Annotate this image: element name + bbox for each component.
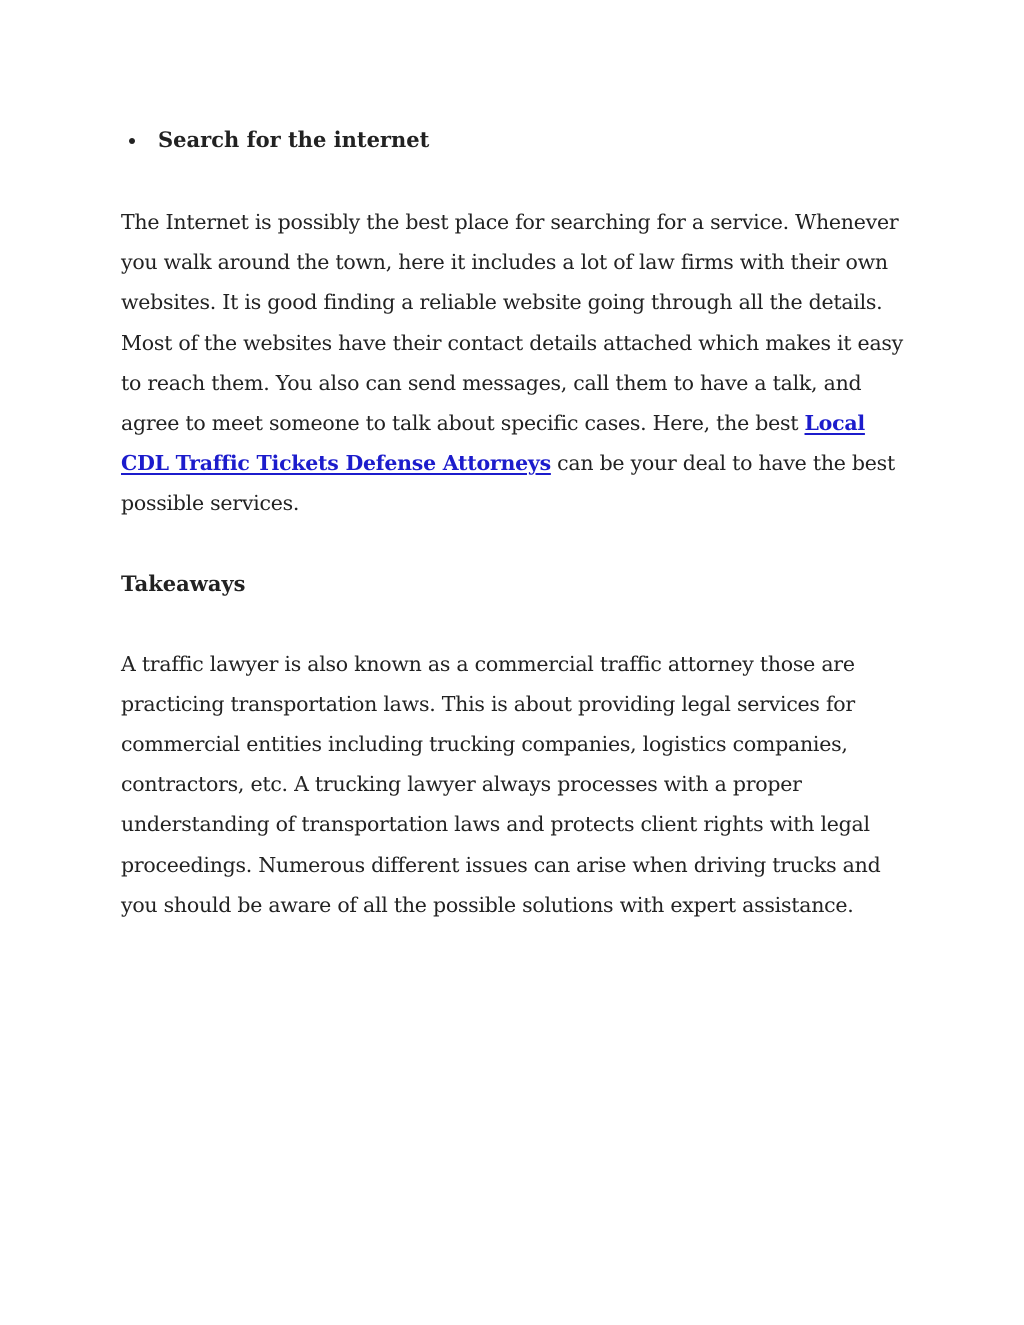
paragraph-text-after-link: can be your deal to have the best possible services. [121,451,895,516]
bullet-item-search [121,120,911,160]
paragraph-internet-search [121,202,911,524]
paragraph-text-before-link: The Internet is possibly the best place for searching for a service. Whenever you walk around the town, here it includes a lot of law firms with their own websites. It is good finding a reliable website going through all the details. Most of the websites have their contact details attached which makes it easy to reach them. You also can send messages, call them to have a talk, and agree to meet someone to talk about specific cases. Here, the best [121,210,904,436]
bullet-dot-icon [129,138,135,144]
bullet-item-text: Search for the internet [158,127,430,152]
paragraph-takeaways: A traffic lawyer is also known as a commercial traffic attorney those are practicing transportation laws. This is about providing legal services for commercial entities including trucking companies, logistics companies, contractors, etc. A trucking lawyer always processes with a proper understanding of transportation laws and protects client rights with legal proceedings. Numerous different issues can arise when driving trucks and you should be aware of all the possible solutions with expert assistance. [121,651,881,917]
document-page [121,120,911,925]
bullet-list [121,120,911,160]
cdl-attorneys-link[interactable]: Local CDL Traffic Tickets Defense Attorneys [121,411,865,476]
takeaways-heading: Takeaways [121,570,246,596]
